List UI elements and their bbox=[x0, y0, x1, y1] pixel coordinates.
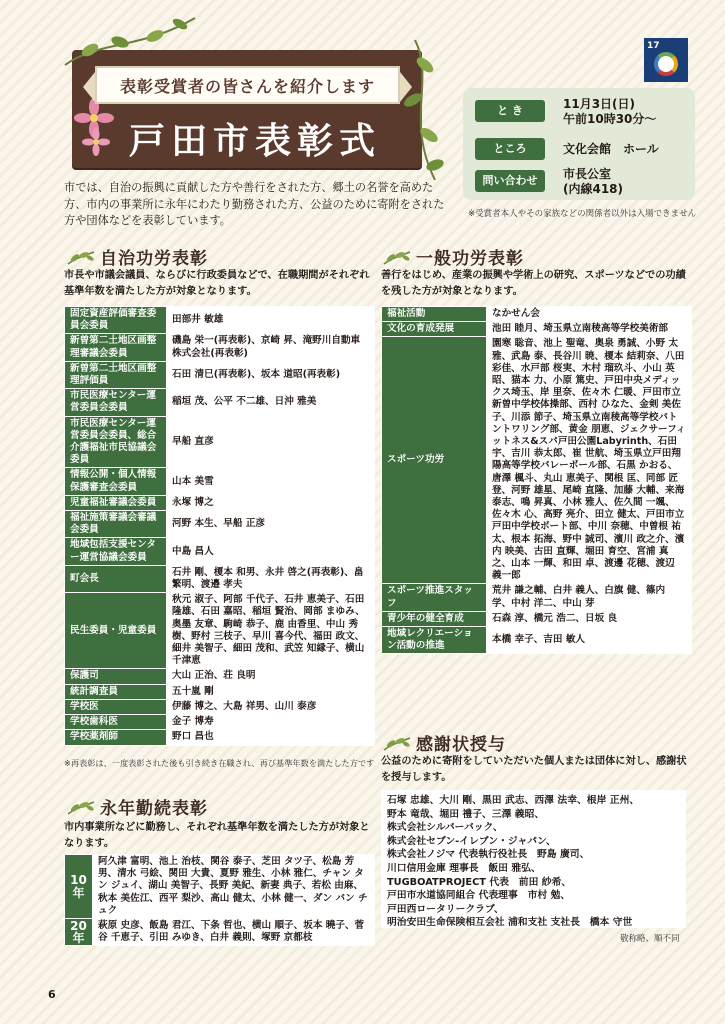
where-value: 文化会館 ホール bbox=[563, 142, 659, 156]
list-item: 株式会社ノジマ 代表執行役社長 野島 廣司、 bbox=[387, 849, 590, 861]
row-category: 市民医療センター運営委員会委員 bbox=[65, 389, 167, 416]
table-row bbox=[65, 416, 375, 468]
list-item: TUGBOATPROJECT 代表 前田 紗希、 bbox=[387, 876, 572, 888]
list-item: 川口信用金庫 理事長 飯田 雅弘、 bbox=[387, 862, 541, 874]
contact-value-1: 市長公室 bbox=[563, 167, 612, 181]
row-category: 児童福祉審議会委員 bbox=[65, 495, 167, 510]
list-item: 戸田市水道協同組合 代表理事 市村 勉、 bbox=[387, 890, 571, 902]
row-category: 民生委員・児童委員 bbox=[65, 593, 167, 669]
table-row bbox=[65, 468, 375, 495]
ippan-heading bbox=[382, 244, 524, 269]
row-category: 固定資産評価審査委員会委員 bbox=[65, 307, 167, 334]
row-names: 早船 直彦 bbox=[167, 416, 375, 468]
row-names: 永塚 博之 bbox=[167, 495, 375, 510]
einen-title: 永年勤続表彰 bbox=[100, 799, 208, 819]
jichi-footnote: ※再表彰は、一度表彰された後も引き続き在職され、再び基準年数を満たした方です bbox=[64, 758, 375, 768]
ippan-desc: 善行をはじめ、産業の振興や学術上の研究、スポーツなどでの功績を残した方が対象となります。 bbox=[381, 270, 686, 297]
list-item: 石塚 忠雄、大川 剛、黒田 武志、西澤 法幸、根岸 正州、 bbox=[387, 795, 640, 806]
kansha-desc: 公益のために寄附をしていただいた個人または団体に対し、感謝状を授与します。 bbox=[381, 756, 687, 783]
row-names: 磯島 栄一(再表彰)、京崎 昇、滝野川自動車株式会社(再表彰) bbox=[167, 334, 375, 361]
row-names: 中島 昌人 bbox=[167, 538, 375, 565]
einen-desc: 市内事業所などに勤務し、それぞれ基準年数を満たした方が対象となります。 bbox=[64, 822, 370, 849]
event-contact-row bbox=[475, 170, 545, 192]
when-label: と き bbox=[475, 100, 545, 122]
table-row bbox=[65, 495, 375, 510]
row-names: 山本 美雪 bbox=[167, 468, 375, 495]
row-category: 情報公開・個人情報保護審査会委員 bbox=[65, 468, 167, 495]
subtitle-ribbon bbox=[95, 66, 400, 104]
row-category: 20年 bbox=[65, 919, 93, 946]
row-names: 田部井 敏雄 bbox=[167, 307, 375, 334]
row-names: 阿久津 富明、池上 治枝、関谷 泰子、芝田 タツ子、松島 芳男、清水 弓絵、関田 大貴、夏野 雅生、小林 雅仁、チャン タン ジュイ、湖山 美智子、長野 美紀、新妻 典子、若松 由麻、秋本 美佐江、西平 梨沙、高山 健太、小林 健一、ダン バン チュク bbox=[93, 855, 375, 919]
row-category: 統計調査員 bbox=[65, 684, 167, 699]
contact-label: 問い合わせ bbox=[475, 170, 545, 192]
row-names: 五十嵐 剛 bbox=[167, 684, 375, 699]
table-row bbox=[65, 307, 375, 334]
leaf-sprig-icon bbox=[382, 248, 412, 266]
ippan-table bbox=[381, 306, 692, 654]
table-row bbox=[382, 611, 692, 626]
vine-leaves-icon bbox=[60, 10, 200, 70]
leaf-sprig-icon bbox=[382, 734, 412, 752]
kansha-heading bbox=[382, 730, 506, 755]
when-time: 午前10時30分～ bbox=[563, 112, 657, 126]
row-category: 福祉活動 bbox=[382, 307, 487, 322]
row-names: 秋元 淑子、阿部 千代子、石井 恵美子、石田 隆雄、石田 嘉昭、稲垣 賢治、岡部 まゆみ、奥墨 友章、駒崎 恭子、鹿 由香里、中山 秀樹、野村 三枝子、早川 喜今代、福田 政文、細井 美智子、細田 茂和、武笠 知縁子、横山 千津恵 bbox=[167, 593, 375, 669]
page-title: 戸田市表彰式 bbox=[128, 120, 381, 162]
sdg-number: 17 bbox=[647, 41, 660, 51]
row-names: 園寒 聡音、池上 聖竜、奥泉 勇誠、小野 太雅、武島 泰、長谷川 暁、榎本 結莉奈、八田 彩佳、水戸部 桜実、木村 瑠玖斗、小山 英昭、猫本 力、小原 篤史、戸田中央メディックス埼玉、岸 里奈、佐々木 仁暖、戸田市立新曽中学校体操部、西村 ひなた、金剣 美佐子、川添 節子、埼玉県立南稜高等学校バトントワリング部、黄金 朋恵、ジェクサーフィットネス&スパ戸田公園Labyrinth、石田 宇、吉川 恭太郎、崔 世航、埼玉県立戸田翔陽高等学校バレーボール部、石黒 かおる、唐澤 楓斗、丸山 恵美子、関根 匡、同部 匠登、河野 雄星、尾崎 直隆、加藤 大輔、来海 泰志、鳴 昇真、小林 雅人、佐久間 一颯、佐々木 心、高野 亮介、田立 健太、戸田市立戸田中学校ボート部、中川 奈穂、中曽根 祐太、根本 拓海、野中 誠司、濱川 政之介、濱内 映美、古田 直輝、堀田 育空、宮浦 真之、山本 一輝、和田 卓、渡邊 花穂、渡辺 義一郎 bbox=[487, 337, 692, 584]
row-category: 町会長 bbox=[65, 565, 167, 592]
table-row bbox=[65, 334, 375, 361]
row-category: 新曽第二土地区画整理評価員 bbox=[65, 361, 167, 388]
contact-value-2: (内線418) bbox=[563, 182, 624, 196]
leaf-sprig-icon bbox=[66, 798, 96, 816]
row-category: 新曽第二土地区画整理審議会委員 bbox=[65, 334, 167, 361]
table-row bbox=[65, 669, 375, 684]
table-row bbox=[65, 684, 375, 699]
jichi-table bbox=[64, 306, 375, 746]
row-category: 地域レクリエーション活動の推進 bbox=[382, 627, 487, 654]
row-names: なかせん会 bbox=[487, 307, 692, 322]
row-category: 学校医 bbox=[65, 699, 167, 714]
row-category: 10年 bbox=[65, 855, 93, 919]
list-item: 株式会社セブン-イレブン・ジャパン、 bbox=[387, 835, 556, 847]
row-category: 文化の育成発展 bbox=[382, 322, 487, 337]
ippan-title: 一般功労表彰 bbox=[416, 249, 524, 269]
row-category: 学校薬剤師 bbox=[65, 730, 167, 745]
einen-heading bbox=[66, 794, 208, 819]
table-row bbox=[65, 538, 375, 565]
row-names: 石井 剛、榎本 和男、永井 啓之(再表彰)、畠 繁明、渡邉 孝夫 bbox=[167, 565, 375, 592]
table-row bbox=[65, 730, 375, 745]
row-category: スポーツ推進スタッフ bbox=[382, 584, 487, 611]
ribbon-text: 表彰受賞者の皆さんを紹介します bbox=[119, 76, 375, 96]
page-number: 6 bbox=[48, 988, 56, 1001]
kansha-title: 感謝状授与 bbox=[416, 735, 506, 755]
table-row bbox=[382, 627, 692, 654]
event-note: ※受賞者本人やその家族などの関係者以外は入場できません bbox=[468, 209, 697, 219]
where-label: ところ bbox=[475, 138, 545, 160]
leaf-sprig-icon bbox=[66, 248, 96, 266]
when-date: 11月3日(日) bbox=[563, 97, 636, 111]
row-names: 萩原 史彦、飯島 君江、下条 哲也、横山 順子、坂本 曉子、菅谷 千恵子、引田 みゆき、白井 義則、塚野 京都枝 bbox=[93, 919, 375, 946]
kansha-byline: 敬称略、順不同 bbox=[620, 934, 680, 944]
table-row bbox=[382, 584, 692, 611]
table-row bbox=[65, 593, 375, 669]
sdg-ring-icon bbox=[654, 52, 678, 76]
einen-table bbox=[64, 854, 375, 946]
table-row bbox=[65, 715, 375, 730]
row-names: 伊藤 博之、大島 祥男、山川 泰彦 bbox=[167, 699, 375, 714]
table-row bbox=[382, 337, 692, 584]
row-category: 市民医療センター運営委員会委員、総合介護福祉市民協議会委員 bbox=[65, 416, 167, 468]
row-category: 保護司 bbox=[65, 669, 167, 684]
table-row bbox=[382, 307, 692, 322]
row-category: スポーツ功労 bbox=[382, 337, 487, 584]
event-when-row bbox=[475, 100, 545, 122]
event-where-row bbox=[475, 138, 545, 160]
list-item: 株式会社シルバーバック、 bbox=[387, 822, 503, 834]
row-category: 地域包括支援センター運営協議会委員 bbox=[65, 538, 167, 565]
sdg-badge bbox=[644, 38, 688, 82]
table-row bbox=[65, 855, 375, 919]
list-item: 明治安田生命保険相互会社 浦和支社 支社長 橋本 守世 bbox=[387, 917, 633, 929]
row-names: 野口 昌也 bbox=[167, 730, 375, 745]
row-names: 河野 本生、早船 正彦 bbox=[167, 511, 375, 538]
row-names: 池田 睦月、埼玉県立南稜高等学校美術部 bbox=[487, 322, 692, 337]
table-row bbox=[65, 511, 375, 538]
table-row bbox=[382, 322, 692, 337]
row-names: 石田 清巳(再表彰)、坂本 道昭(再表彰) bbox=[167, 361, 375, 388]
row-names: 荒井 謙之輔、白井 義人、白旗 健、篠内 学、中村 洋二、中山 芽 bbox=[487, 584, 692, 611]
jichi-heading bbox=[66, 244, 208, 269]
list-item: 戸田西ロータリークラブ、 bbox=[387, 903, 504, 915]
table-row bbox=[65, 919, 375, 946]
row-names: 金子 博寿 bbox=[167, 715, 375, 730]
table-row bbox=[65, 565, 375, 592]
table-row bbox=[65, 389, 375, 416]
row-category: 青少年の健全育成 bbox=[382, 611, 487, 626]
row-category: 福祉施策審議会審議会委員 bbox=[65, 511, 167, 538]
event-info bbox=[463, 88, 695, 208]
table-row bbox=[65, 699, 375, 714]
kansha-list bbox=[381, 790, 686, 928]
row-names: 本橋 幸子、吉田 敏人 bbox=[487, 627, 692, 654]
row-category: 学校歯科医 bbox=[65, 715, 167, 730]
jichi-title: 自治功労表彰 bbox=[100, 249, 208, 269]
list-item: 野本 竜哉、堀田 禮子、三澤 義昭、 bbox=[387, 808, 545, 820]
row-names: 稲垣 茂、公平 不二雄、日沖 雅美 bbox=[167, 389, 375, 416]
jichi-desc: 市長や市議会議員、ならびに行政委員などで、在職期間がそれぞれ基準年数を満たした方が対象となります。 bbox=[64, 270, 370, 297]
row-names: 大山 正治、荘 良明 bbox=[167, 669, 375, 684]
intro-text: 市では、自治の振興に貢献した方や善行をされた方、郷土の名誉を高めた方、市内の事業所に永年にわたり勤務された方、公益のために寄附をされた方や団体などを表彰しています。 bbox=[64, 181, 445, 227]
table-row bbox=[65, 361, 375, 388]
row-names: 石森 淳、橋元 浩二、日坂 良 bbox=[487, 611, 692, 626]
